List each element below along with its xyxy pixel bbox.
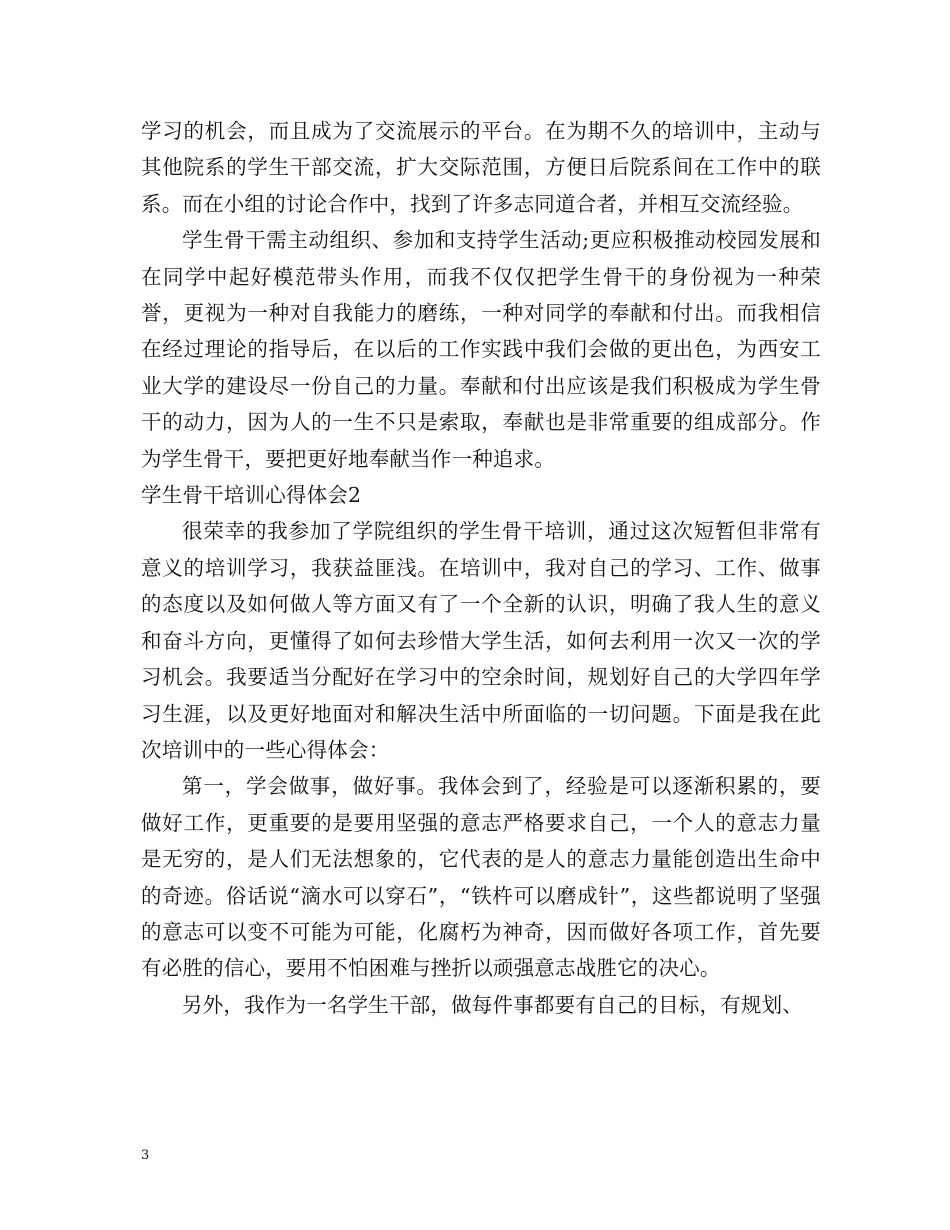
document-body — [141, 113, 821, 1023]
page-number: 3 — [141, 1148, 150, 1163]
paragraph-continued: 学习的机会，而且成为了交流展示的平台。在为期不久的培训中，主动与其他院系的学生干部交流，扩大交际范围，方便日后院系间在工作中的联系。而在小组的讨论合作中，找到了许多志同道合者，并相互交流经验。 — [141, 119, 821, 216]
section-heading: 学生骨干培训心得体会2 — [141, 483, 362, 508]
paragraph-training-intro: 很荣幸的我参加了学院组织的学生骨干培训，通过这次短暂但非常有意义的培训学习，我获益匪浅。在培训中，我对自己的学习、工作、做事的态度以及如何做人等方面又有了一个全新的认识，明确了我人生的意义和奋斗方向，更懂得了如何去珍惜大学生活，如何去利用一次又一次的学习机会。我要适当分配好在学习中的空余时间，规划好自己的大学四年学习生涯，以及更好地面对和解决生活中所面临的一切问题。下面是我在此次培训中的一些心得体会： — [141, 519, 821, 762]
paragraph-additionally: 另外，我作为一名学生干部，做每件事都要有自己的目标，有规划、 — [182, 992, 803, 1017]
paragraph-student-leaders: 学生骨干需主动组织、参加和支持学生活动;更应积极推动校园发展和在同学中起好模范带头作用，而我不仅仅把学生骨干的身份视为一种荣誉，更视为一种对自我能力的磨练，一种对同学的奉献和付出。而我相信在经过理论的指导后，在以后的工作实践中我们会做的更出色，为西安工业大学的建设尽一份自己的力量。奉献和付出应该是我们积极成为学生骨干的动力，因为人的一生不只是索取，奉献也是非常重要的组成部分。作为学生骨干，要把更好地奉献当作一种追求。 — [141, 228, 821, 471]
paragraph-first-point: 第一，学会做事，做好事。我体会到了，经验是可以逐渐积累的，要做好工作，更重要的是要用坚强的意志严格要求自己，一个人的意志力量是无穷的，是人们无法想象的，它代表的是人的意志力量能创造出生命中的奇迹。俗话说“滴水可以穿石”，“铁杵可以磨成针”，这些都说明了坚强的意志可以变不可能为可能，化腐朽为神奇，因而做好各项工作，首先要有必胜的信心，要用不怕困难与挫折以顽强意志战胜它的决心。 — [141, 774, 821, 981]
